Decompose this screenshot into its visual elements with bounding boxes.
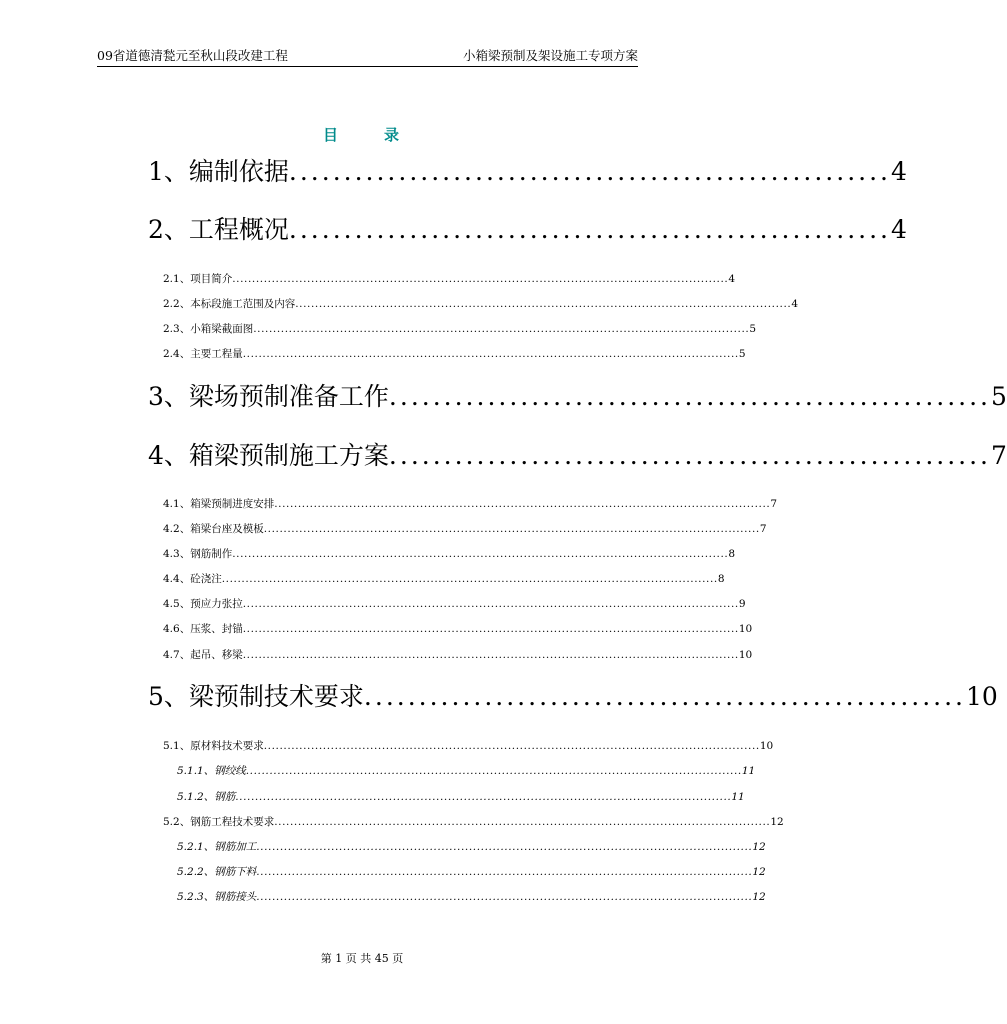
toc-entry-text: 5.2.2、钢筋下料 <box>177 866 257 878</box>
toc-entry-text: 5.1、原材料技术要求 <box>163 740 264 752</box>
toc-entry-text: 5.2.1、钢筋加工 <box>177 841 257 853</box>
toc-entry-page: 12 <box>752 891 766 903</box>
toc-entry-page: 4 <box>791 298 799 310</box>
toc-entry-page: 7 <box>770 498 778 510</box>
toc-entry-text: 4、箱梁预制施工方案 <box>148 441 389 470</box>
toc-entry-5[interactable]: 5、梁预制技术要求 ....................................................... 10 <box>148 682 998 711</box>
toc-entry-page: 7 <box>991 441 1007 470</box>
toc-entry-text: 5.2.3、钢筋接头 <box>177 891 257 903</box>
toc-entry-page: 5 <box>991 382 1007 411</box>
toc-entry-text: 1、编制依据 <box>148 157 289 186</box>
toc-entry-4-2[interactable]: 4.2、箱梁台座及模板 .............................................................................................................................. 7 <box>163 523 767 535</box>
toc-entry-text: 4.4、砼浇注 <box>163 573 222 585</box>
toc-entry-page: 12 <box>770 816 784 828</box>
toc-entry-4-3[interactable]: 4.3、钢筋制作 .............................................................................................................................. 8 <box>163 548 736 560</box>
toc-entry-page: 11 <box>731 791 745 803</box>
toc-entry-page: 8 <box>728 548 736 560</box>
toc-entry-3[interactable]: 3、梁场预制准备工作 ....................................................... 5 <box>148 382 1007 411</box>
toc-entry-text: 4.7、起吊、移梁 <box>163 649 243 661</box>
toc-entry-text: 3、梁场预制准备工作 <box>148 382 389 411</box>
toc-entry-1[interactable]: 1、编制依据 ....................................................... 4 <box>148 157 907 186</box>
toc-entry-4-5[interactable]: 4.5、预应力张拉 .............................................................................................................................. 9 <box>163 598 746 610</box>
toc-title-char-2: 录 <box>384 126 402 144</box>
toc-entry-5-1-1[interactable]: 5.1.1、钢绞线 .............................................................................................................................. 11 <box>177 765 756 777</box>
toc-entry-page: 10 <box>759 740 774 752</box>
toc-entry-4-4[interactable]: 4.4、砼浇注 .............................................................................................................................. 8 <box>163 573 725 585</box>
toc-entry-text: 2.2、本标段施工范围及内容 <box>163 298 296 310</box>
toc-entry-text: 2、工程概况 <box>148 215 289 244</box>
toc-entry-page: 5 <box>749 323 757 335</box>
toc-entry-page: 9 <box>738 598 746 610</box>
toc-entry-text: 5.2、钢筋工程技术要求 <box>163 816 275 828</box>
toc-entry-2-2[interactable]: 2.2、本标段施工范围及内容 .............................................................................................................................. 4 <box>163 298 799 310</box>
toc-entry-4-1[interactable]: 4.1、箱梁预制进度安排 .............................................................................................................................. 7 <box>163 498 778 510</box>
page-header <box>97 48 638 67</box>
toc-entry-5-1[interactable]: 5.1、原材料技术要求 .............................................................................................................................. 10 <box>163 740 774 752</box>
toc-entry-page: 8 <box>717 573 725 585</box>
toc-entry-page: 12 <box>752 841 766 853</box>
toc-entry-2[interactable]: 2、工程概况 ....................................................... 4 <box>148 215 907 244</box>
toc-entry-2-3[interactable]: 2.3、小箱梁截面图 .............................................................................................................................. 5 <box>163 323 757 335</box>
toc-entry-text: 2.4、主要工程量 <box>163 348 243 360</box>
toc-entry-5-2-2[interactable]: 5.2.2、钢筋下料 .............................................................................................................................. 12 <box>177 866 766 878</box>
toc-entry-page: 5 <box>738 348 746 360</box>
toc-entry-2-1[interactable]: 2.1、项目简介 .............................................................................................................................. 4 <box>163 273 736 285</box>
toc-title <box>0 124 724 145</box>
toc-entry-text: 4.2、箱梁台座及模板 <box>163 523 264 535</box>
toc-entry-text: 4.1、箱梁预制进度安排 <box>163 498 275 510</box>
toc-entry-page: 11 <box>741 765 756 777</box>
toc-entry-text: 5.1.1、钢绞线 <box>177 765 246 777</box>
toc-entry-4[interactable]: 4、箱梁预制施工方案 ....................................................... 7 <box>148 441 1007 470</box>
toc-entry-text: 4.5、预应力张拉 <box>163 598 243 610</box>
toc-entry-5-1-2[interactable]: 5.1.2、钢筋 .............................................................................................................................. 11 <box>177 791 745 803</box>
toc-entry-page: 7 <box>759 523 767 535</box>
toc-entry-5-2[interactable]: 5.2、钢筋工程技术要求 .............................................................................................................................. 12 <box>163 816 784 828</box>
toc-entry-4-7[interactable]: 4.7、起吊、移梁 .............................................................................................................................. 10 <box>163 649 753 661</box>
toc-entry-page: 4 <box>890 215 907 244</box>
toc-entry-4-6[interactable]: 4.6、压浆、封锚 .............................................................................................................................. 10 <box>163 623 753 635</box>
toc-entry-text: 2.3、小箱梁截面图 <box>163 323 254 335</box>
toc-entry-2-4[interactable]: 2.4、主要工程量 .............................................................................................................................. 5 <box>163 348 746 360</box>
toc-title-char-1: 目 <box>322 126 340 144</box>
toc-entry-text: 5、梁预制技术要求 <box>148 682 364 711</box>
header-project-name: 09省道德清甃元至秋山段改建工程 <box>97 48 288 63</box>
toc-entry-page: 4 <box>728 273 736 285</box>
toc-entry-text: 4.3、钢筋制作 <box>163 548 233 560</box>
page-footer: 第 1 页 共 45 页 <box>320 952 404 965</box>
header-document-title: 小箱梁预制及架设施工专项方案 <box>462 48 638 63</box>
toc-entry-page: 12 <box>752 866 766 878</box>
toc-entry-text: 4.6、压浆、封锚 <box>163 623 243 635</box>
toc-entry-page: 10 <box>738 623 753 635</box>
toc-entry-page: 4 <box>890 157 907 186</box>
toc-entry-page: 10 <box>966 682 998 711</box>
toc-entry-text: 2.1、项目简介 <box>163 273 233 285</box>
toc-entry-5-2-1[interactable]: 5.2.1、钢筋加工 .............................................................................................................................. 12 <box>177 841 766 853</box>
toc-entry-5-2-3[interactable]: 5.2.3、钢筋接头 .............................................................................................................................. 12 <box>177 891 766 903</box>
toc-entry-page: 10 <box>738 649 753 661</box>
toc-entry-text: 5.1.2、钢筋 <box>177 791 236 803</box>
